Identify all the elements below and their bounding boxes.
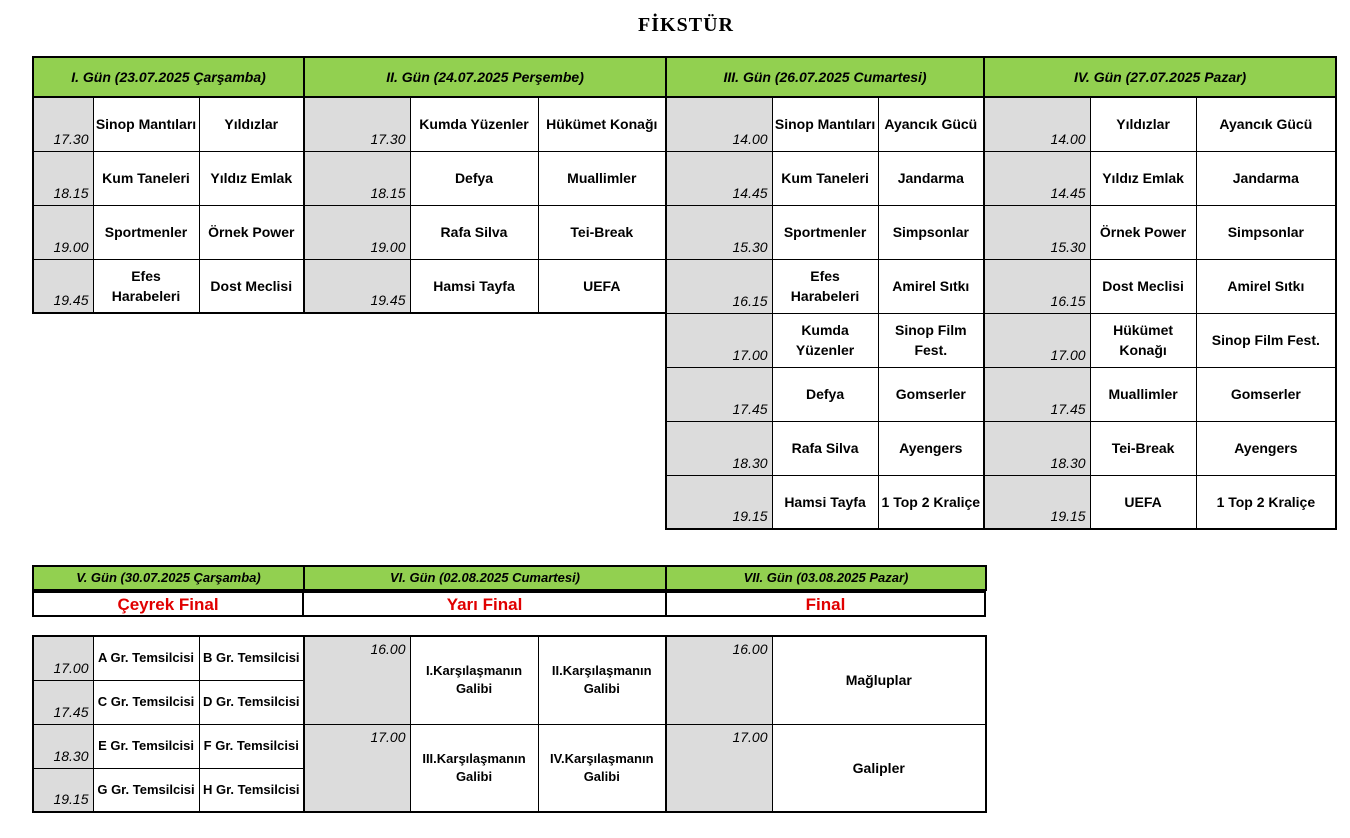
team-away: Jandarma [1196,151,1336,205]
final-match: Mağluplar [772,636,986,724]
team-away: H Gr. Temsilcisi [199,768,304,812]
match-time: 14.45 [666,151,772,205]
team-home: Dost Meclisi [1090,259,1196,313]
team-home: Sportmenler [93,205,199,259]
match-time: 17.30 [304,97,410,151]
team-home: Hamsi Tayfa [772,475,878,529]
team-away: Sinop Film Fest. [1196,313,1336,367]
match-time: 14.00 [666,97,772,151]
match-time: 19.15 [984,475,1090,529]
team-away: Muallimler [538,151,666,205]
team-home: Yıldızlar [1090,97,1196,151]
team-home: Defya [410,151,538,205]
team-away: B Gr. Temsilcisi [199,636,304,680]
match-time: 17.00 [33,636,93,680]
match-time: 19.00 [33,205,93,259]
team-away: Hükümet Konağı [538,97,666,151]
team-home: Defya [772,367,878,421]
team-home: Kum Taneleri [93,151,199,205]
knockout-table [32,635,987,813]
match-time: 16.15 [984,259,1090,313]
team-home: Yıldız Emlak [1090,151,1196,205]
team-home: I.Karşılaşmanın Galibi [410,636,538,724]
team-home: Sportmenler [772,205,878,259]
team-home: Kumda Yüzenler [772,313,878,367]
match-time: 19.45 [33,259,93,313]
team-home: Rafa Silva [410,205,538,259]
match-time: 17.30 [33,97,93,151]
day-2-header: II. Gün (24.07.2025 Perşembe) [304,57,666,97]
table-row [33,313,1336,367]
match-time: 16.00 [666,636,772,724]
empty-area [33,313,666,529]
team-away: Tei-Break [538,205,666,259]
team-home: III.Karşılaşmanın Galibi [410,724,538,812]
phase-semi-final: Yarı Final [302,591,667,617]
match-time: 17.00 [666,313,772,367]
team-away: Ayengers [1196,421,1336,475]
team-home: A Gr. Temsilcisi [93,636,199,680]
match-time: 14.00 [984,97,1090,151]
match-time: 17.45 [666,367,772,421]
match-time: 18.30 [666,421,772,475]
table-row [33,151,1336,205]
team-away: Dost Meclisi [199,259,304,313]
team-home: Rafa Silva [772,421,878,475]
knockout-header-table [32,565,987,591]
match-time: 19.15 [666,475,772,529]
team-away: II.Karşılaşmanın Galibi [538,636,666,724]
team-home: UEFA [1090,475,1196,529]
group-stage-table [32,56,1337,530]
final-match: Galipler [772,724,986,812]
match-time: 19.15 [33,768,93,812]
table-row [33,205,1336,259]
team-home: Sinop Mantıları [772,97,878,151]
match-time: 18.15 [33,151,93,205]
team-away: Yıldız Emlak [199,151,304,205]
team-home: Efes Harabeleri [93,259,199,313]
team-home: Sinop Mantıları [93,97,199,151]
team-home: Efes Harabeleri [772,259,878,313]
team-away: Simpsonlar [1196,205,1336,259]
team-away: Ayancık Gücü [878,97,984,151]
match-time: 16.00 [304,636,410,724]
match-time: 17.45 [984,367,1090,421]
team-away: Amirel Sıtkı [878,259,984,313]
team-home: Tei-Break [1090,421,1196,475]
match-time: 15.30 [666,205,772,259]
team-home: Örnek Power [1090,205,1196,259]
day-3-header: III. Gün (26.07.2025 Cumartesi) [666,57,984,97]
match-time: 19.00 [304,205,410,259]
match-time: 17.00 [666,724,772,812]
match-time: 17.00 [984,313,1090,367]
table-row [33,259,1336,313]
team-home: Hamsi Tayfa [410,259,538,313]
day-4-header: IV. Gün (27.07.2025 Pazar) [984,57,1336,97]
day-7-header: VII. Gün (03.08.2025 Pazar) [666,566,986,590]
team-away: UEFA [538,259,666,313]
team-home: Kumda Yüzenler [410,97,538,151]
team-away: Ayengers [878,421,984,475]
team-away: Simpsonlar [878,205,984,259]
team-home: Muallimler [1090,367,1196,421]
match-time: 18.30 [33,724,93,768]
team-home: Hükümet Konağı [1090,313,1196,367]
team-away: Amirel Sıtkı [1196,259,1336,313]
team-home: C Gr. Temsilcisi [93,680,199,724]
table-row [33,724,986,768]
day-5-header: V. Gün (30.07.2025 Çarşamba) [33,566,304,590]
day-6-header: VI. Gün (02.08.2025 Cumartesi) [304,566,666,590]
day-1-header: I. Gün (23.07.2025 Çarşamba) [33,57,304,97]
team-away: Jandarma [878,151,984,205]
match-time: 19.45 [304,259,410,313]
table-row [33,97,1336,151]
match-time: 17.00 [304,724,410,812]
match-time: 15.30 [984,205,1090,259]
page-title: FİKSTÜR [638,14,734,36]
team-away: D Gr. Temsilcisi [199,680,304,724]
match-time: 16.15 [666,259,772,313]
team-away: Örnek Power [199,205,304,259]
match-time: 17.45 [33,680,93,724]
phase-final: Final [665,591,986,617]
team-home: G Gr. Temsilcisi [93,768,199,812]
table-row [33,636,986,680]
phase-quarter-final: Çeyrek Final [32,591,304,617]
team-away: Yıldızlar [199,97,304,151]
team-away: IV.Karşılaşmanın Galibi [538,724,666,812]
match-time: 14.45 [984,151,1090,205]
match-time: 18.15 [304,151,410,205]
team-home: Kum Taneleri [772,151,878,205]
match-time: 18.30 [984,421,1090,475]
team-away: 1 Top 2 Kraliçe [1196,475,1336,529]
team-away: F Gr. Temsilcisi [199,724,304,768]
team-away: Gomserler [1196,367,1336,421]
team-home: E Gr. Temsilcisi [93,724,199,768]
team-away: Ayancık Gücü [1196,97,1336,151]
team-away: 1 Top 2 Kraliçe [878,475,984,529]
team-away: Sinop Film Fest. [878,313,984,367]
team-away: Gomserler [878,367,984,421]
